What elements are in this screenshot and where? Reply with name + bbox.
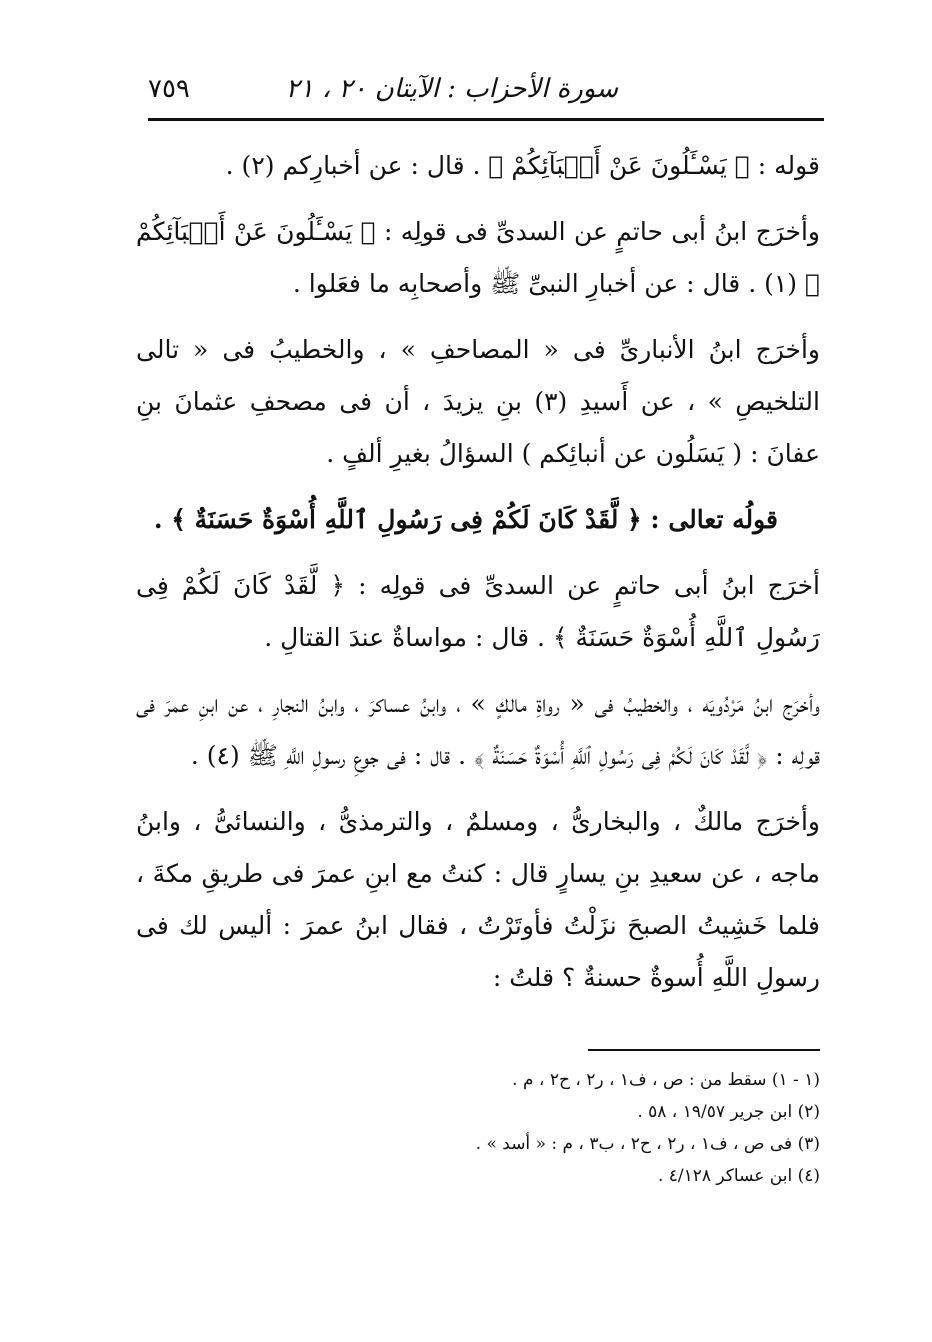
paragraph-3: وأخرَج ابنُ الأنبارىِّ فى « المصاحفِ » ، والخطيبُ فى « تالى التلخيصِ » ، عن أَسيدِ (٣) بنِ يزيدَ ، أن فى مصحفِ عثمانَ بنِ عفانَ : ( يَسَلُون عن أنبائِكم ) السؤالُ بغيرِ ألفٍ .	[136, 335, 820, 468]
paragraph-5: أخرَج ابنُ أبى حاتمٍ عن السدىِّ فى قولِه : ﴿ لَّقَدْ كَانَ لَكُمْ فِى رَسُولِ ٱللَّهِ أُسْوَةٌ حَسَنَةٌ ﴾ . قال : مواساةٌ عندَ القتالِ .	[136, 571, 820, 652]
header-divider	[148, 118, 824, 121]
footnotes	[300, 1064, 820, 1192]
paragraph-7: وأخرَج مالكٌ ، والبخارىُّ ، ومسلمٌ ، والترمذىُّ ، والنسائىُّ ، وابنُ ماجه ، عن سعيدِ بنِ يسارٍ قال : كنتُ مع ابنِ عمرَ فى طريقِ مكةَ ، فلما خَشِيتُ الصبحَ نزَلْتُ فأوتَرْتُ ، فقال ابنُ عمرَ : أليس لك فى رسولِ اللَّهِ أُسوةٌ حسنةٌ ؟ قلتُ :	[136, 807, 820, 992]
footnote-divider	[588, 1049, 820, 1051]
verse-heading: قولُه تعالى : ﴿ لَّقَدْ كَانَ لَكُمْ فِى رَسُولِ ٱللَّهِ أُسْوَةٌ حَسَنَةٌ ﴾ .	[153, 505, 778, 534]
paragraph-1: قوله : ﴿ يَسْـَٔلُونَ عَنْ أَنۢبَآئِكُمْ ﴾ . قال : عن أخبارِكم (٢) .	[225, 151, 820, 180]
footnote-3: (٣) فى ص ، ف١ ، ر٢ ، ح٢ ، ب٣ ، م : « أسد » .	[475, 1134, 820, 1154]
footnote-1: (١ - ١) سقط من : ص ، ف١ ، ر٢ ، ح٢ ، م .	[512, 1070, 820, 1090]
page-header	[148, 70, 824, 114]
page-number: ٧٥٩	[148, 74, 190, 104]
footnote-2: (٢) ابن جرير ١٩/٥٧ ، ٥٨ .	[637, 1102, 820, 1122]
paragraph-2: وأخرَج ابنُ أبى حاتمٍ عن السدىِّ فى قولِه : ﴿ يَسْـَٔلُونَ عَنْ أَنۢبَآئِكُمْ ﴾ (١) . قال : عن أخبارِ النبىِّ ﷺ وأصحابِه ما فعَلوا .	[136, 217, 820, 298]
running-title: سورة الأحزاب : الآيتان ٢٠ ، ٢١	[285, 74, 618, 104]
main-text	[136, 140, 820, 1018]
footnote-4: (٤) ابن عساكر ٤/١٢٨ .	[657, 1166, 820, 1186]
paragraph-6: وأخرَج ابنُ مَرْدُويَه ، والخطيبُ فى « رواةِ مالكٍ » ، وابنُ عساكرَ ، وابنُ النجارِ ، عن ابنِ عمرَ فى قولِه : ﴿ لَّقَدْ كَانَ لَكُمْ فِى رَسُولِ ٱللَّهِ أُسْوَةٌ حَسَنَةٌ ﴾ . قال : فى جوعِ رسولِ اللَّهِ ﷺ (٤) .	[136, 689, 820, 770]
